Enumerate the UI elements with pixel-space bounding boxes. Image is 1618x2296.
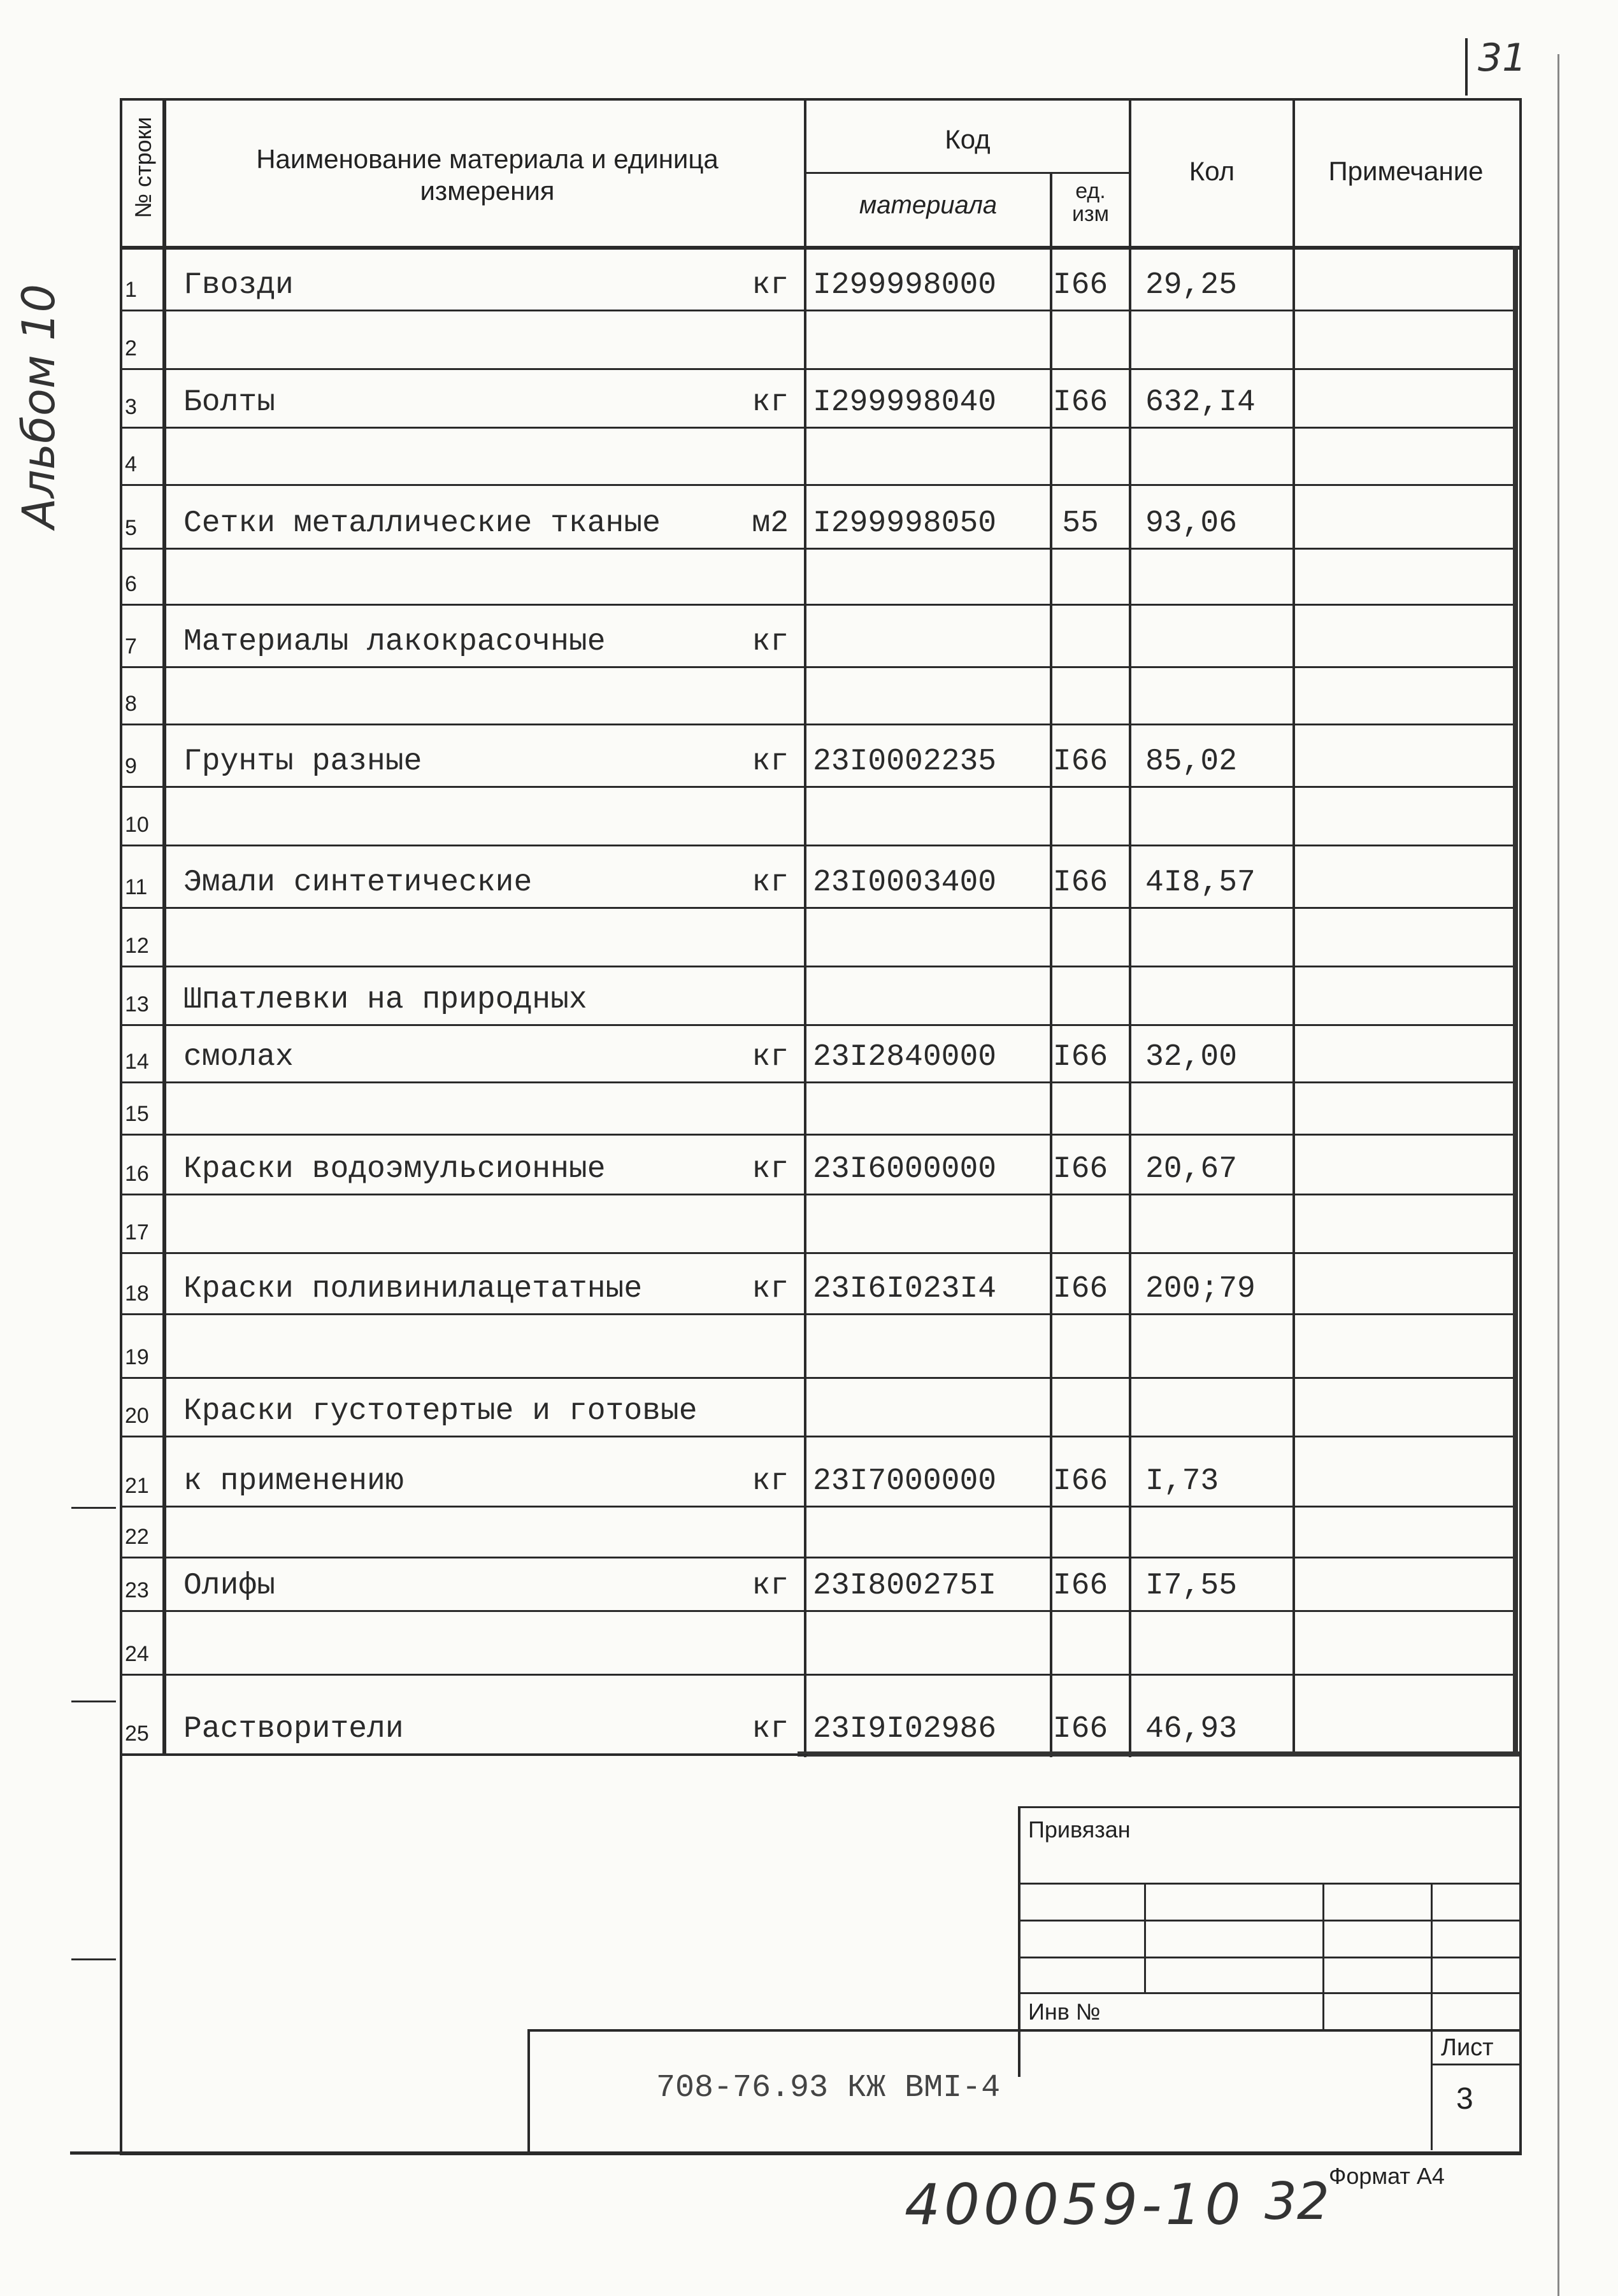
unit-code: I66 <box>1052 1272 1108 1306</box>
material-code: 23I7000000 <box>813 1464 997 1499</box>
material-unit: кг <box>752 745 789 779</box>
material-name: Краски поливинилацетатные <box>183 1272 643 1306</box>
material-name: Материалы лакокрасочные <box>183 625 606 659</box>
table-row <box>120 1195 1515 1253</box>
header-code: Код <box>945 124 991 154</box>
material-unit: кг <box>752 1040 789 1074</box>
table-row <box>120 787 1515 846</box>
material-unit: кг <box>752 1712 789 1746</box>
material-code: 23I0002235 <box>813 745 997 779</box>
material-unit: кг <box>752 866 789 900</box>
table-row <box>120 1025 1515 1083</box>
quantity: 29,25 <box>1145 268 1238 303</box>
sheet-label: Лист <box>1441 2034 1494 2061</box>
unit-code: I66 <box>1052 1464 1108 1499</box>
material-name: к применению <box>183 1464 404 1499</box>
row-number: 10 <box>125 813 149 837</box>
row-number: 11 <box>125 875 148 899</box>
stamp-linked: Привязан <box>1028 1816 1131 1843</box>
header-note: Примечание <box>1328 156 1484 186</box>
document-code: 708-76.93 КЖ ВМI-4 <box>656 2070 1001 2106</box>
row-number: 5 <box>125 516 137 540</box>
material-code: I299998050 <box>813 506 997 541</box>
unit-code: I66 <box>1052 866 1108 900</box>
header-row-number: № строки <box>130 117 156 218</box>
row-number: 15 <box>125 1102 149 1126</box>
format-label: Формат А4 <box>1329 2163 1445 2189</box>
row-number: 8 <box>125 692 137 716</box>
table-row <box>120 605 1515 667</box>
material-name: Сетки металлические тканые <box>183 506 661 541</box>
row-number: 18 <box>125 1281 149 1306</box>
row-number: 25 <box>125 1722 149 1746</box>
material-code: 23I9I02986 <box>813 1712 997 1746</box>
table-row <box>120 250 1515 311</box>
material-unit: м2 <box>752 506 789 541</box>
material-code: 23I6000000 <box>813 1152 997 1187</box>
row-number: 1 <box>125 278 137 302</box>
material-code: 23I0003400 <box>813 866 997 900</box>
table-row <box>120 1437 1515 1507</box>
row-number: 17 <box>125 1220 149 1244</box>
material-name: Грунты разные <box>183 745 422 779</box>
header-qty: Кол <box>1189 156 1235 186</box>
archive-page: 32 <box>1264 2172 1329 2231</box>
row-number: 14 <box>125 1050 149 1074</box>
quantity: 20,67 <box>1145 1152 1238 1187</box>
row-number: 19 <box>125 1345 149 1369</box>
row-number: 20 <box>125 1404 149 1428</box>
row-number: 7 <box>125 634 137 659</box>
unit-code: I66 <box>1052 1152 1108 1187</box>
row-number: 12 <box>125 934 149 958</box>
unit-code: I66 <box>1052 1712 1108 1746</box>
unit-code: I66 <box>1052 1569 1108 1603</box>
row-number: 9 <box>125 754 137 778</box>
quantity: I7,55 <box>1145 1569 1238 1603</box>
unit-code: I66 <box>1052 268 1108 303</box>
quantity: 32,00 <box>1145 1040 1238 1074</box>
material-unit: кг <box>752 1569 789 1603</box>
table-row <box>120 908 1515 967</box>
table-row <box>120 846 1515 908</box>
material-unit: кг <box>752 625 789 659</box>
side-label: Альбом 10 <box>13 283 65 529</box>
row-number: 6 <box>125 572 137 596</box>
material-name: смолах <box>183 1040 294 1074</box>
quantity: 85,02 <box>1145 745 1238 779</box>
material-name: Эмали синтетические <box>183 866 533 900</box>
table-row <box>120 311 1515 369</box>
quantity: I,73 <box>1145 1464 1219 1499</box>
unit-code: I66 <box>1052 745 1108 779</box>
row-number: 24 <box>125 1642 149 1666</box>
row-number: 2 <box>125 336 137 360</box>
unit-code: I66 <box>1052 1040 1108 1074</box>
table-row <box>120 1253 1515 1315</box>
material-name: Краски густотертые и готовые <box>183 1394 698 1429</box>
unit-code: 55 <box>1062 506 1099 541</box>
material-unit: кг <box>752 1272 789 1306</box>
quantity: 46,93 <box>1145 1712 1238 1746</box>
table-row <box>120 1675 1515 1755</box>
table-row <box>120 549 1515 605</box>
material-name: Шпатлевки на природных <box>183 983 587 1017</box>
table-row <box>120 1378 1515 1437</box>
table-row <box>120 667 1515 725</box>
table-row <box>120 1507 1515 1558</box>
material-unit: кг <box>752 268 789 303</box>
material-name: Краски водоэмульсионные <box>183 1152 606 1187</box>
row-number: 21 <box>125 1474 149 1498</box>
row-number: 4 <box>125 452 137 476</box>
table-row <box>120 485 1515 549</box>
table-row <box>120 725 1515 787</box>
material-unit: кг <box>752 1464 789 1499</box>
unit-code: I66 <box>1052 385 1108 420</box>
table-row <box>120 428 1515 485</box>
table-row <box>120 1083 1515 1135</box>
material-name: Гвозди <box>183 268 294 303</box>
material-unit: кг <box>752 1152 789 1187</box>
header-code-unit: ед. изм <box>1072 179 1109 226</box>
row-number: 16 <box>125 1162 149 1186</box>
row-number: 13 <box>125 992 149 1016</box>
table-row <box>120 1315 1515 1378</box>
archive-number: 400059-10 <box>905 2172 1245 2237</box>
header-code-material: материала <box>859 191 998 219</box>
row-number: 3 <box>125 395 137 419</box>
table-row <box>120 1558 1515 1611</box>
material-code: I299998040 <box>813 385 997 420</box>
material-code: 23I800275I <box>813 1569 997 1603</box>
material-code: 23I2840000 <box>813 1040 997 1074</box>
material-code: 23I6I023I4 <box>813 1272 997 1306</box>
quantity: 200;79 <box>1145 1272 1256 1306</box>
stamp-inv-no: Инв № <box>1028 1999 1101 2025</box>
quantity: 632,I4 <box>1145 385 1256 420</box>
material-unit: кг <box>752 385 789 420</box>
page-number: 31 <box>1478 36 1527 80</box>
table-row <box>120 1135 1515 1195</box>
quantity: 4I8,57 <box>1145 866 1256 900</box>
sheet-number: 3 <box>1456 2082 1473 2116</box>
table-row <box>120 967 1515 1025</box>
header-name: Наименование материала и единица измерения <box>256 144 719 206</box>
material-name: Растворители <box>183 1712 404 1746</box>
row-number: 22 <box>125 1525 149 1549</box>
material-code: I299998000 <box>813 268 997 303</box>
row-number: 23 <box>125 1578 149 1602</box>
quantity: 93,06 <box>1145 506 1238 541</box>
material-name: Олифы <box>183 1569 276 1603</box>
material-name: Болты <box>183 385 276 420</box>
table-row <box>120 1611 1515 1675</box>
table-row <box>120 369 1515 428</box>
